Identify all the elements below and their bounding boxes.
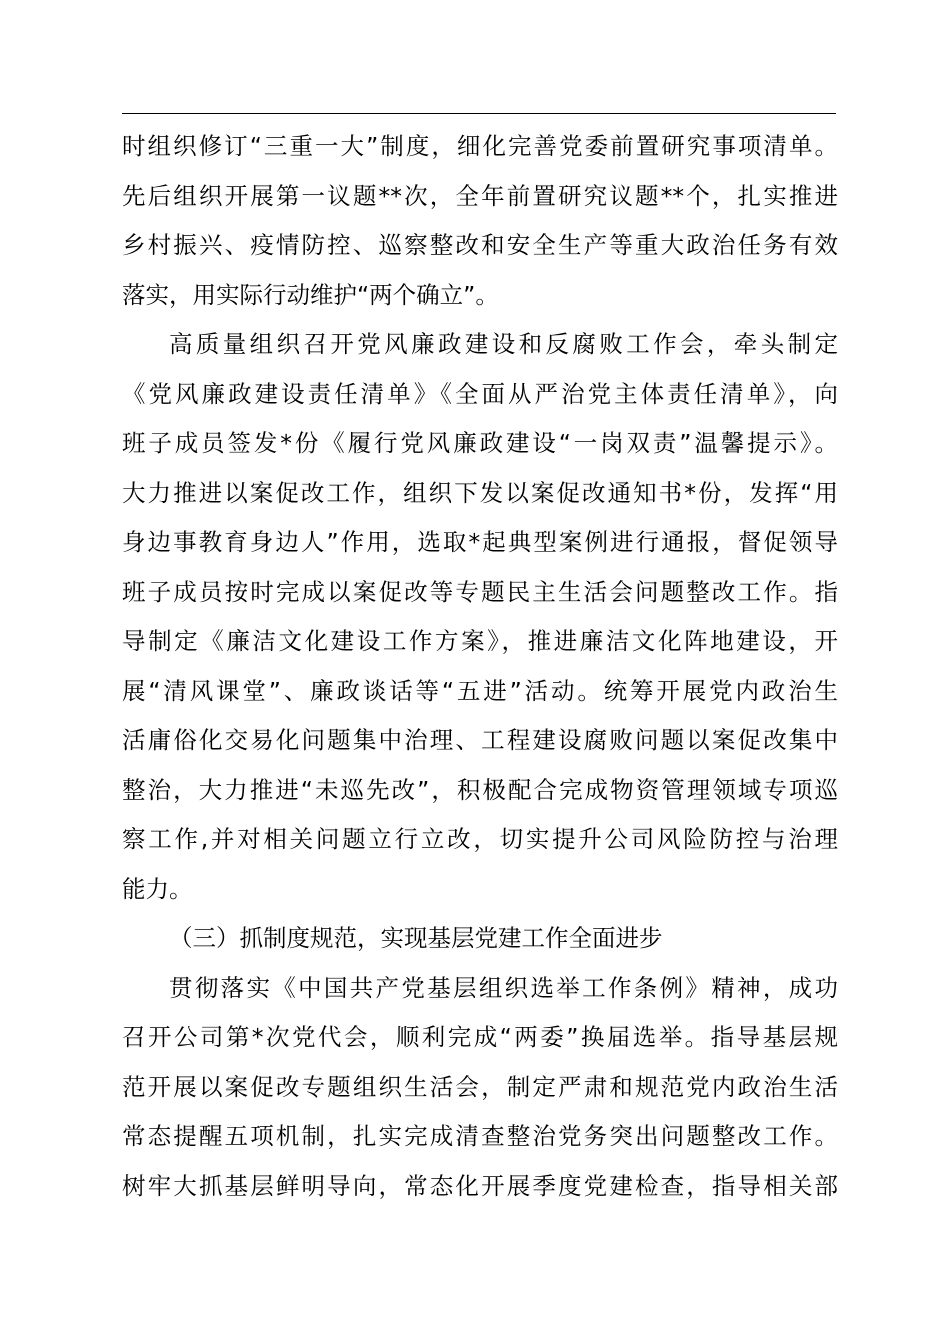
text-line: 大力推进以案促改工作，组织下发以案促改通知书*份，发挥“用 xyxy=(122,478,838,507)
paragraph-first-line: 高质量组织召开党风廉政建设和反腐败工作会，牵头制定 xyxy=(169,330,838,358)
text-line: 范开展以案促改专题组织生活会，制定严肃和规范党内政治生活 xyxy=(122,1072,838,1101)
text-line: 班子成员签发*份《履行党风廉政建设“一岗双责”温馨提示》。 xyxy=(122,429,838,457)
text-line: 班子成员按时完成以案促改等专题民主生活会问题整改工作。指 xyxy=(122,577,838,606)
text-line: 能力。 xyxy=(122,874,193,903)
text-line: 导制定《廉洁文化建设工作方案》，推进廉洁文化阵地建设，开 xyxy=(122,627,838,655)
document-body xyxy=(122,122,838,1211)
text-line: 召开公司第*次党代会，顺利完成“两委”换届选举。指导基层规 xyxy=(122,1023,838,1051)
section-heading: （三）抓制度规范，实现基层党建工作全面进步 xyxy=(169,924,663,952)
text-line: 树牢大抓基层鲜明导向，常态化开展季度党建检查，指导相关部 xyxy=(122,1171,838,1200)
text-line: 先后组织开展第一议题**次，全年前置研究议题**个，扎实推进 xyxy=(122,181,838,210)
text-line: 《党风廉政建设责任清单》《全面从严治党主体责任清单》，向 xyxy=(122,379,838,408)
header-rule xyxy=(122,113,836,114)
paragraph-first-line: 贯彻落实《中国共产党基层组织选举工作条例》精神，成功 xyxy=(169,973,838,1002)
text-line: 落实，用实际行动维护“两个确立”。 xyxy=(122,280,499,309)
text-line: 察工作,并对相关问题立行立改，切实提升公司风险防控与治理 xyxy=(122,825,838,853)
text-line: 乡村振兴、疫情防控、巡察整改和安全生产等重大政治任务有效 xyxy=(122,231,838,259)
text-line: 身边事教育身边人”作用，选取*起典型案例进行通报，督促领导 xyxy=(122,528,838,556)
text-line: 活庸俗化交易化问题集中治理、工程建设腐败问题以案促改集中 xyxy=(122,726,838,754)
text-line: 整治，大力推进“未巡先改”，积极配合完成物资管理领域专项巡 xyxy=(122,775,838,804)
text-line: 常态提醒五项机制，扎实完成清查整治党务突出问题整改工作。 xyxy=(122,1122,838,1150)
text-line: 展“清风课堂”、廉政谈话等“五进”活动。统筹开展党内政治生 xyxy=(122,676,838,705)
text-line: 时组织修订“三重一大”制度，细化完善党委前置研究事项清单。 xyxy=(122,132,838,160)
